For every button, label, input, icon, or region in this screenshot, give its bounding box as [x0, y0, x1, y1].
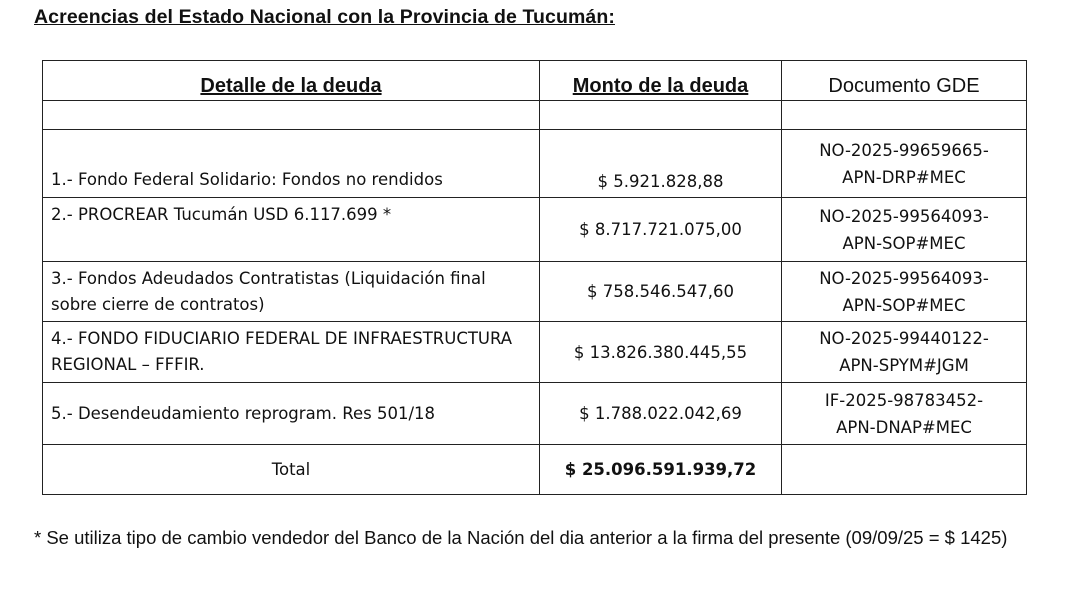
spacer-cell — [43, 101, 540, 130]
document-cell — [782, 383, 1027, 445]
spacer-cell — [540, 101, 782, 130]
document-line: NO-2025-99440122- — [819, 329, 989, 348]
document-line: NO-2025-99564093- — [819, 268, 989, 288]
table-row — [43, 262, 1027, 322]
amount-cell: $ 758.546.547,60 — [540, 262, 782, 322]
document-line: IF-2025-98783452- — [824, 390, 984, 410]
header-amount-label: Monto de la deuda — [572, 75, 749, 97]
document-cell — [782, 262, 1027, 322]
amount-cell: $ 1.788.022.042,69 — [540, 383, 782, 445]
document-line: APN-DNAP#MEC — [836, 417, 972, 437]
detail-cell: 2.- PROCREAR Tucumán USD 6.117.699 * — [43, 198, 540, 262]
table-row — [43, 383, 1027, 445]
document-line: APN-SOP#MEC — [842, 295, 966, 315]
header-document — [782, 61, 1027, 101]
document-cell — [782, 130, 1027, 198]
detail-cell: 5.- Desendeudamiento reprogram. Res 501/18 — [43, 383, 540, 445]
debt-table — [42, 60, 1027, 495]
document-cell — [782, 198, 1027, 262]
total-label: Total — [43, 445, 540, 495]
table-header-row — [43, 61, 1027, 101]
total-row — [43, 445, 1027, 495]
detail-cell: 1.- Fondo Federal Solidario: Fondos no rendidos — [43, 130, 540, 198]
total-amount: $ 25.096.591.939,72 — [540, 445, 782, 495]
table-row — [43, 322, 1027, 383]
footnote: * Se utiliza tipo de cambio vendedor del Banco de la Nación del dia anterior a la firma del presente (09/09/25 = $ 1425) — [34, 527, 1008, 548]
document-cell — [782, 322, 1027, 383]
header-document-label: Documento GDE — [828, 75, 980, 97]
header-detail — [43, 61, 540, 101]
document-line: APN-DRP#MEC — [842, 167, 966, 187]
amount-cell: $ 5.921.828,88 — [540, 130, 782, 198]
detail-cell: 3.- Fondos Adeudados Contratistas (Liquidación final sobre cierre de contratos) — [43, 262, 540, 322]
header-amount — [540, 61, 782, 101]
total-document-cell — [782, 445, 1027, 495]
detail-cell: 4.- FONDO FIDUCIARIO FEDERAL DE INFRAESTRUCTURA REGIONAL – FFFIR. — [43, 322, 540, 383]
document-line: NO-2025-99659665- — [819, 140, 989, 160]
document-line: NO-2025-99564093- — [819, 206, 989, 226]
spacer-row — [43, 101, 1027, 130]
table-row — [43, 130, 1027, 198]
document-line: APN-SPYM#JGM — [839, 356, 969, 375]
amount-cell: $ 13.826.380.445,55 — [540, 322, 782, 383]
table-row — [43, 198, 1027, 262]
spacer-cell — [782, 101, 1027, 130]
header-detail-label: Detalle de la deuda — [200, 75, 382, 97]
document-title: Acreencias del Estado Nacional con la Provincia de Tucumán: — [34, 6, 615, 28]
document-line: APN-SOP#MEC — [842, 233, 966, 253]
amount-cell: $ 8.717.721.075,00 — [540, 198, 782, 262]
